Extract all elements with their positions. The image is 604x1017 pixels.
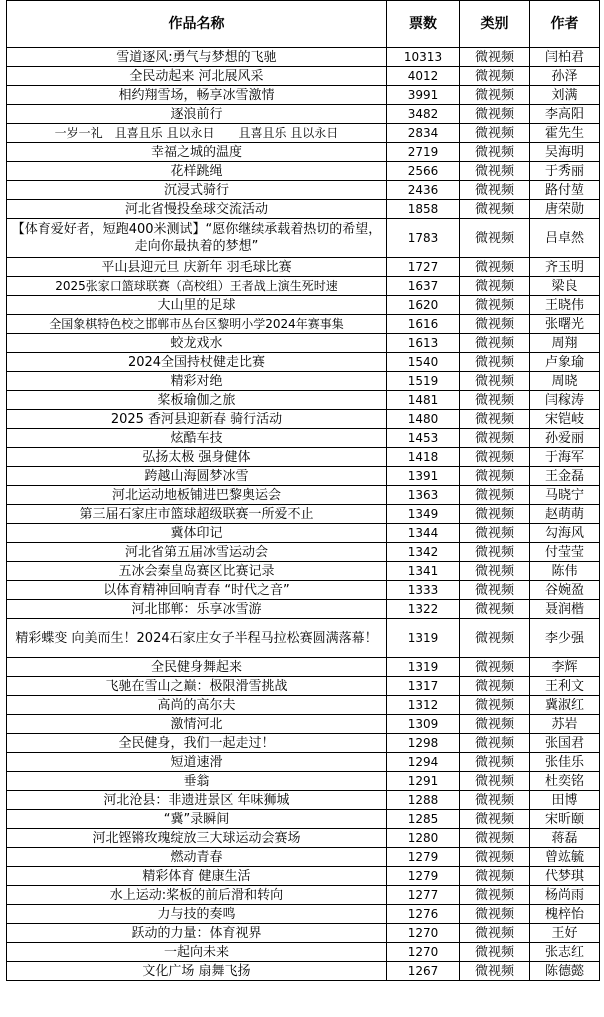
cell-category: 微视频 [460, 886, 530, 905]
cell-name: 飞驰在雪山之巅：极限滑雪挑战 [7, 677, 387, 696]
cell-category: 微视频 [460, 219, 530, 258]
table-row [7, 162, 600, 181]
cell-author: 谷婉盈 [530, 581, 600, 600]
cell-author: 代梦琪 [530, 867, 600, 886]
cell-category: 微视频 [460, 924, 530, 943]
header-row [7, 1, 600, 48]
table-row [7, 258, 600, 277]
cell-author: 闫稼涛 [530, 391, 600, 410]
table-row [7, 467, 600, 486]
cell-category: 微视频 [460, 124, 530, 143]
cell-votes: 1279 [387, 867, 460, 886]
cell-name: 炫酷车技 [7, 429, 387, 448]
cell-author: 蒋磊 [530, 829, 600, 848]
cell-name: 幸福之城的温度 [7, 143, 387, 162]
table-row [7, 962, 600, 981]
cell-name: 全民健身舞起来 [7, 658, 387, 677]
cell-votes: 1322 [387, 600, 460, 619]
cell-category: 微视频 [460, 677, 530, 696]
cell-author: 周晓 [530, 372, 600, 391]
cell-author: 周翔 [530, 334, 600, 353]
cell-category: 微视频 [460, 600, 530, 619]
table-row [7, 372, 600, 391]
cell-author: 霍先生 [530, 124, 600, 143]
cell-name: 高尚的高尔夫 [7, 696, 387, 715]
cell-name: 垂翁 [7, 772, 387, 791]
cell-category: 微视频 [460, 277, 530, 296]
cell-author: 李少强 [530, 619, 600, 658]
cell-votes: 1727 [387, 258, 460, 277]
cell-votes: 10313 [387, 48, 460, 67]
cell-votes: 1616 [387, 315, 460, 334]
cell-name: 以体育精神回响青春 “时代之音” [7, 581, 387, 600]
header-author: 作者 [530, 1, 600, 48]
cell-author: 齐玉明 [530, 258, 600, 277]
cell-votes: 1270 [387, 943, 460, 962]
table-row [7, 353, 600, 372]
cell-author: 吴海明 [530, 143, 600, 162]
cell-category: 微视频 [460, 429, 530, 448]
table-row [7, 772, 600, 791]
cell-votes: 1298 [387, 734, 460, 753]
cell-author: 梁良 [530, 277, 600, 296]
cell-category: 微视频 [460, 943, 530, 962]
cell-votes: 1540 [387, 353, 460, 372]
cell-category: 微视频 [460, 467, 530, 486]
cell-name: 雪道逐风:勇气与梦想的飞驰 [7, 48, 387, 67]
cell-category: 微视频 [460, 391, 530, 410]
cell-category: 微视频 [460, 715, 530, 734]
table-row [7, 524, 600, 543]
cell-category: 微视频 [460, 353, 530, 372]
cell-name: 沉浸式骑行 [7, 181, 387, 200]
table-row [7, 943, 600, 962]
cell-name: 一岁一礼 且喜且乐 且以永日 且喜且乐 且以永日 [7, 124, 387, 143]
cell-category: 微视频 [460, 410, 530, 429]
table-row [7, 658, 600, 677]
cell-votes: 1291 [387, 772, 460, 791]
cell-author: 张志红 [530, 943, 600, 962]
table-row [7, 581, 600, 600]
cell-name: 全民动起来 河北展风采 [7, 67, 387, 86]
cell-votes: 1783 [387, 219, 460, 258]
cell-votes: 1637 [387, 277, 460, 296]
cell-category: 微视频 [460, 962, 530, 981]
cell-author: 吕卓然 [530, 219, 600, 258]
cell-category: 微视频 [460, 829, 530, 848]
cell-category: 微视频 [460, 810, 530, 829]
cell-name: 蛟龙戏水 [7, 334, 387, 353]
cell-author: 孙泽 [530, 67, 600, 86]
table-row [7, 715, 600, 734]
cell-votes: 1613 [387, 334, 460, 353]
cell-votes: 1319 [387, 619, 460, 658]
cell-category: 微视频 [460, 581, 530, 600]
cell-votes: 1270 [387, 924, 460, 943]
cell-author: 于海军 [530, 448, 600, 467]
cell-author: 杨尚雨 [530, 886, 600, 905]
cell-votes: 1319 [387, 658, 460, 677]
votes-table [6, 0, 600, 981]
cell-votes: 4012 [387, 67, 460, 86]
cell-category: 微视频 [460, 372, 530, 391]
table-row [7, 86, 600, 105]
cell-name: 花样跳绳 [7, 162, 387, 181]
cell-votes: 2566 [387, 162, 460, 181]
cell-category: 微视频 [460, 448, 530, 467]
cell-category: 微视频 [460, 658, 530, 677]
cell-author: 聂润楷 [530, 600, 600, 619]
cell-category: 微视频 [460, 67, 530, 86]
cell-author: 杜奕铭 [530, 772, 600, 791]
cell-votes: 3482 [387, 105, 460, 124]
cell-category: 微视频 [460, 181, 530, 200]
cell-votes: 1267 [387, 962, 460, 981]
cell-author: 宋铠岐 [530, 410, 600, 429]
cell-category: 微视频 [460, 48, 530, 67]
cell-name: 逐浪前行 [7, 105, 387, 124]
cell-author: 曾竑毓 [530, 848, 600, 867]
cell-name: 【体育爱好者，短跑400米测试】“愿你继续承载着热切的希望，走向你最执着的梦想” [7, 219, 387, 258]
cell-name: 水上运动:桨板的前后滑和转向 [7, 886, 387, 905]
cell-votes: 1276 [387, 905, 460, 924]
cell-votes: 1333 [387, 581, 460, 600]
table-row [7, 791, 600, 810]
cell-name: 精彩体育 健康生活 [7, 867, 387, 886]
cell-votes: 1285 [387, 810, 460, 829]
table-row [7, 543, 600, 562]
cell-author: 冀淑红 [530, 696, 600, 715]
cell-category: 微视频 [460, 162, 530, 181]
table-row [7, 391, 600, 410]
cell-name: 桨板瑜伽之旅 [7, 391, 387, 410]
cell-author: 闫柏君 [530, 48, 600, 67]
table-row [7, 448, 600, 467]
table-row [7, 905, 600, 924]
cell-author: 付莹莹 [530, 543, 600, 562]
cell-category: 微视频 [460, 334, 530, 353]
cell-author: 李高阳 [530, 105, 600, 124]
table-row [7, 200, 600, 219]
cell-category: 微视频 [460, 848, 530, 867]
table-row [7, 924, 600, 943]
cell-name: 河北邯郸：乐享冰雪游 [7, 600, 387, 619]
table-row [7, 334, 600, 353]
cell-category: 微视频 [460, 905, 530, 924]
cell-votes: 1312 [387, 696, 460, 715]
cell-name: 全民健身，我们一起走过！ [7, 734, 387, 753]
cell-category: 微视频 [460, 753, 530, 772]
cell-votes: 2719 [387, 143, 460, 162]
table-row [7, 696, 600, 715]
table-row [7, 181, 600, 200]
table-row [7, 296, 600, 315]
cell-author: 王好 [530, 924, 600, 943]
cell-category: 微视频 [460, 86, 530, 105]
cell-author: 张曙光 [530, 315, 600, 334]
cell-name: 相约翔雪场，畅享冰雪激情 [7, 86, 387, 105]
cell-category: 微视频 [460, 105, 530, 124]
cell-name: 2025张家口篮球联赛（高校组）王者战上演生死时速 [7, 277, 387, 296]
cell-author: 王金磊 [530, 467, 600, 486]
cell-votes: 1280 [387, 829, 460, 848]
cell-author: 于秀丽 [530, 162, 600, 181]
cell-name: “冀”录瞬间 [7, 810, 387, 829]
table-row [7, 619, 600, 658]
cell-votes: 1858 [387, 200, 460, 219]
cell-name: 河北沧县：非遗进景区 年味狮城 [7, 791, 387, 810]
table-row [7, 143, 600, 162]
cell-votes: 1349 [387, 505, 460, 524]
cell-name: 激情河北 [7, 715, 387, 734]
cell-votes: 1344 [387, 524, 460, 543]
cell-name: 河北省第五届冰雪运动会 [7, 543, 387, 562]
table-row [7, 810, 600, 829]
header-category: 类别 [460, 1, 530, 48]
table-row [7, 677, 600, 696]
table-row [7, 277, 600, 296]
header-votes: 票数 [387, 1, 460, 48]
cell-author: 陈伟 [530, 562, 600, 581]
cell-name: 精彩蝶变 向美而生！2024石家庄女子半程马拉松赛圆满落幕！ [7, 619, 387, 658]
cell-votes: 1480 [387, 410, 460, 429]
table-row [7, 505, 600, 524]
cell-category: 微视频 [460, 543, 530, 562]
table-row [7, 486, 600, 505]
cell-author: 王利文 [530, 677, 600, 696]
table-row [7, 315, 600, 334]
cell-name: 第三届石家庄市篮球超级联赛一所爱不止 [7, 505, 387, 524]
cell-name: 五冰会秦皇岛赛区比赛记录 [7, 562, 387, 581]
cell-author: 王晓伟 [530, 296, 600, 315]
cell-author: 陈德懿 [530, 962, 600, 981]
table-row [7, 753, 600, 772]
table-row [7, 848, 600, 867]
table-row [7, 867, 600, 886]
cell-author: 唐荣勋 [530, 200, 600, 219]
cell-votes: 1519 [387, 372, 460, 391]
cell-author: 苏岩 [530, 715, 600, 734]
cell-votes: 2436 [387, 181, 460, 200]
cell-category: 微视频 [460, 619, 530, 658]
cell-category: 微视频 [460, 734, 530, 753]
cell-author: 宋昕颐 [530, 810, 600, 829]
cell-author: 马晓宁 [530, 486, 600, 505]
cell-category: 微视频 [460, 315, 530, 334]
cell-votes: 1418 [387, 448, 460, 467]
cell-votes: 1620 [387, 296, 460, 315]
cell-author: 李辉 [530, 658, 600, 677]
cell-author: 张国君 [530, 734, 600, 753]
cell-author: 田博 [530, 791, 600, 810]
cell-name: 弘扬太极 强身健体 [7, 448, 387, 467]
cell-author: 刘满 [530, 86, 600, 105]
table-row [7, 219, 600, 258]
cell-name: 河北运动地板铺进巴黎奥运会 [7, 486, 387, 505]
cell-author: 路付堃 [530, 181, 600, 200]
cell-category: 微视频 [460, 505, 530, 524]
cell-category: 微视频 [460, 143, 530, 162]
cell-author: 张佳乐 [530, 753, 600, 772]
table-row [7, 886, 600, 905]
cell-votes: 1342 [387, 543, 460, 562]
cell-author: 孙爱丽 [530, 429, 600, 448]
cell-name: 燃动青春 [7, 848, 387, 867]
cell-votes: 2834 [387, 124, 460, 143]
cell-votes: 1288 [387, 791, 460, 810]
cell-votes: 1277 [387, 886, 460, 905]
cell-name: 文化广场 扇舞飞扬 [7, 962, 387, 981]
cell-category: 微视频 [460, 486, 530, 505]
cell-name: 平山县迎元旦 庆新年 羽毛球比赛 [7, 258, 387, 277]
cell-name: 跃动的力量：体育视界 [7, 924, 387, 943]
table-row [7, 67, 600, 86]
table-row [7, 734, 600, 753]
cell-name: 力与技的奏鸣 [7, 905, 387, 924]
cell-category: 微视频 [460, 867, 530, 886]
cell-name: 2024全国持杖健走比赛 [7, 353, 387, 372]
cell-name: 全国象棋特色校之邯郸市丛台区黎明小学2024年赛事集 [7, 315, 387, 334]
cell-category: 微视频 [460, 524, 530, 543]
cell-name: 大山里的足球 [7, 296, 387, 315]
cell-name: 一起向未来 [7, 943, 387, 962]
cell-votes: 1294 [387, 753, 460, 772]
cell-votes: 1341 [387, 562, 460, 581]
table-row [7, 600, 600, 619]
cell-votes: 1391 [387, 467, 460, 486]
cell-votes: 1481 [387, 391, 460, 410]
cell-category: 微视频 [460, 772, 530, 791]
cell-name: 跨越山海圆梦冰雪 [7, 467, 387, 486]
cell-votes: 1363 [387, 486, 460, 505]
cell-votes: 3991 [387, 86, 460, 105]
cell-category: 微视频 [460, 791, 530, 810]
cell-name: 河北省慢投垒球交流活动 [7, 200, 387, 219]
table-row [7, 562, 600, 581]
cell-author: 勾海风 [530, 524, 600, 543]
table-row [7, 105, 600, 124]
cell-name: 短道速滑 [7, 753, 387, 772]
header-name: 作品名称 [7, 1, 387, 48]
table-row [7, 429, 600, 448]
cell-author: 槐梓怡 [530, 905, 600, 924]
cell-category: 微视频 [460, 200, 530, 219]
table-row [7, 829, 600, 848]
table-row [7, 410, 600, 429]
cell-votes: 1453 [387, 429, 460, 448]
cell-votes: 1279 [387, 848, 460, 867]
cell-votes: 1309 [387, 715, 460, 734]
cell-votes: 1317 [387, 677, 460, 696]
table-row [7, 124, 600, 143]
cell-name: 2025 香河县迎新春 骑行活动 [7, 410, 387, 429]
cell-category: 微视频 [460, 258, 530, 277]
cell-author: 赵萌萌 [530, 505, 600, 524]
cell-name: 河北铿锵玫瑰绽放三大球运动会赛场 [7, 829, 387, 848]
cell-name: 冀体印记 [7, 524, 387, 543]
table-row [7, 48, 600, 67]
cell-category: 微视频 [460, 696, 530, 715]
cell-category: 微视频 [460, 562, 530, 581]
cell-category: 微视频 [460, 296, 530, 315]
cell-author: 卢象瑜 [530, 353, 600, 372]
cell-name: 精彩对绝 [7, 372, 387, 391]
